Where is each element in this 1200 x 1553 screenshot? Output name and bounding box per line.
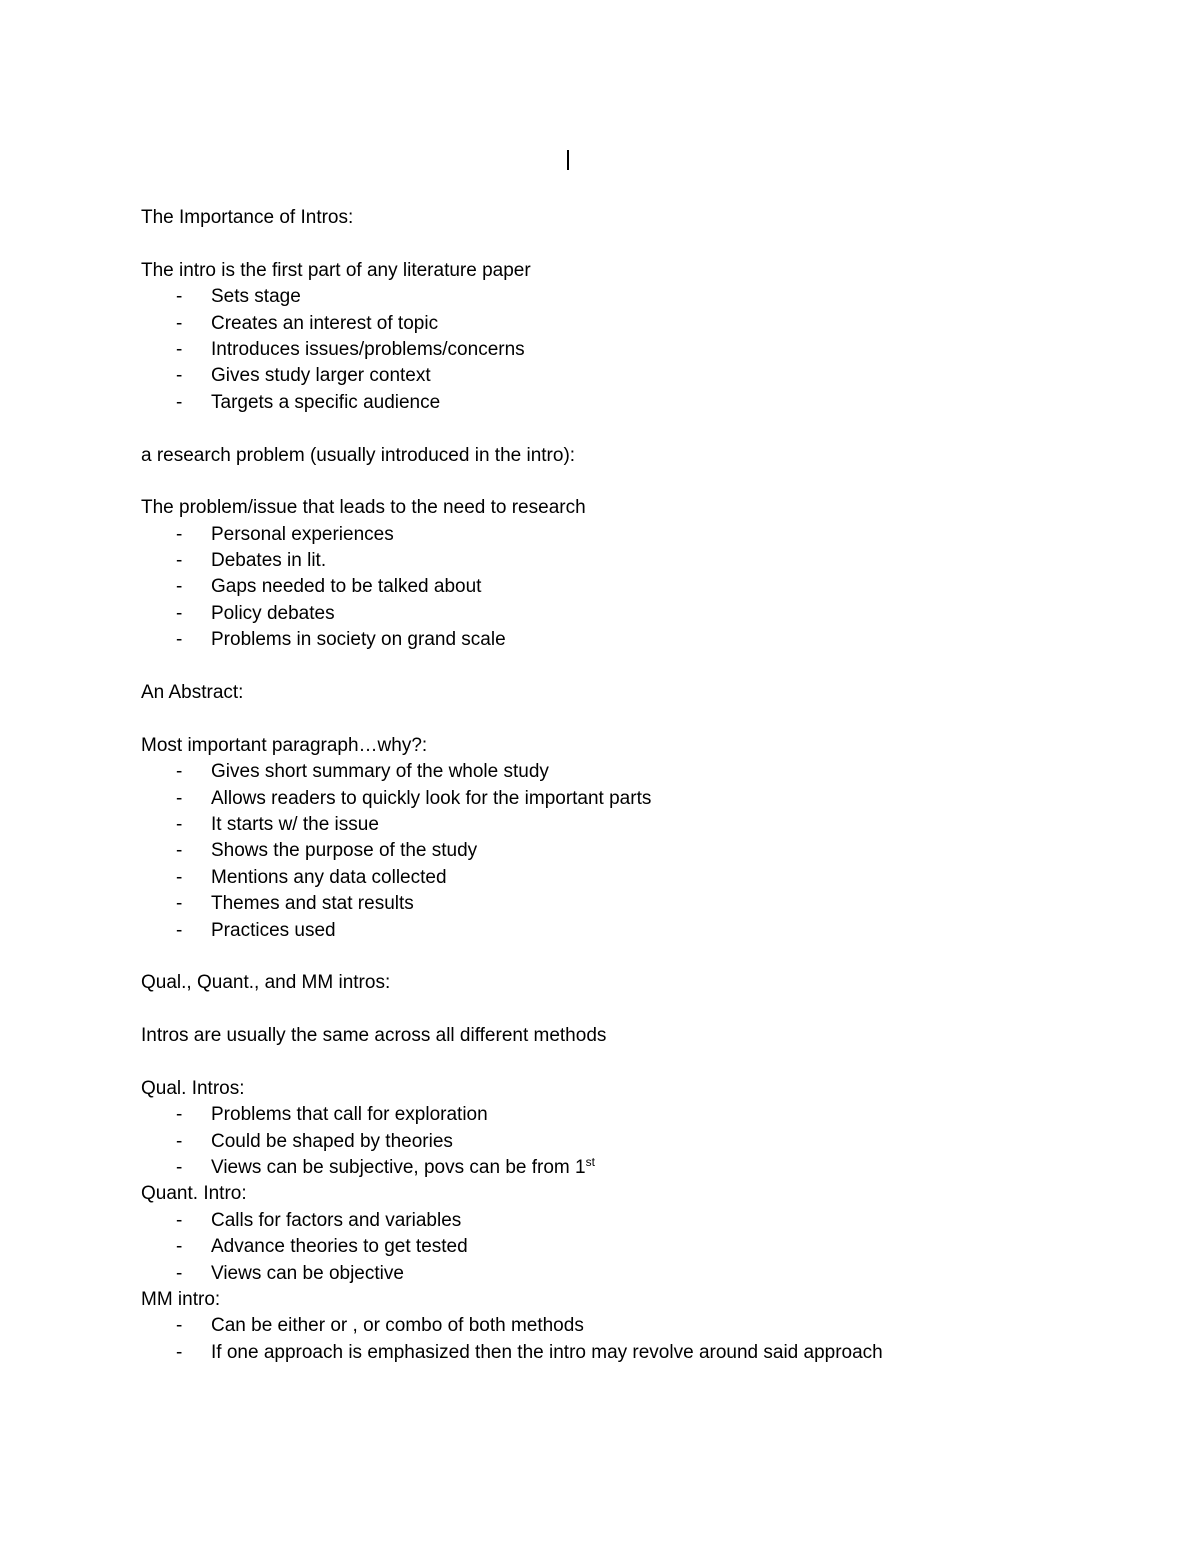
dash-marker: - — [176, 1209, 183, 1231]
dash-marker: - — [176, 1130, 183, 1152]
list-item-text: Could be shaped by theories — [211, 1130, 453, 1152]
list-item — [141, 759, 1041, 785]
list-item — [141, 865, 1041, 891]
list-item — [141, 1155, 1041, 1181]
list-item-text: Shows the purpose of the study — [211, 840, 478, 862]
dash-marker: - — [176, 761, 183, 783]
dash-marker: - — [176, 338, 183, 360]
list-item-text: Debates in lit. — [211, 550, 327, 572]
list-item-text: Views can be objective — [211, 1262, 404, 1284]
dash-marker: - — [176, 1262, 183, 1284]
list-item — [141, 1261, 1041, 1287]
list-item-text: Themes and stat results — [211, 893, 414, 915]
bullet-list — [141, 1313, 1041, 1366]
document-body — [141, 205, 1041, 1366]
list-item — [141, 337, 1041, 363]
list-item-text: Gaps needed to be talked about — [211, 576, 482, 598]
list-item — [141, 1313, 1041, 1339]
list-item-text: Can be either or , or combo of both methods — [211, 1315, 584, 1337]
list-item-text: Problems in society on grand scale — [211, 629, 506, 651]
list-item — [141, 1129, 1041, 1155]
list-item — [141, 838, 1041, 864]
section-heading: a research problem (usually introduced in the intro): — [141, 444, 576, 466]
list-item-text: Practices used — [211, 919, 336, 941]
list-item-text: Policy debates — [211, 602, 335, 624]
dash-marker: - — [176, 840, 183, 862]
dash-marker: - — [176, 1236, 183, 1258]
dash-marker: - — [176, 602, 183, 624]
bullet-list — [141, 759, 1041, 944]
bullet-list — [141, 1102, 1041, 1181]
superscript: st — [585, 1155, 595, 1170]
dash-marker: - — [176, 1315, 183, 1337]
list-item — [141, 1102, 1041, 1128]
dash-marker: - — [176, 893, 183, 915]
list-item-text: Personal experiences — [211, 523, 394, 545]
list-item — [141, 918, 1041, 944]
dash-marker: - — [176, 813, 183, 835]
dash-marker: - — [176, 919, 183, 941]
list-item — [141, 390, 1041, 416]
dash-marker: - — [176, 787, 183, 809]
list-item-text: Creates an interest of topic — [211, 312, 439, 334]
dash-marker: - — [176, 866, 183, 888]
section-heading: Qual., Quant., and MM intros: — [141, 972, 391, 994]
dash-marker: - — [176, 365, 183, 387]
dash-marker: - — [176, 1341, 183, 1363]
list-item — [141, 522, 1041, 548]
list-item-text: Gives short summary of the whole study — [211, 761, 549, 783]
list-item — [141, 363, 1041, 389]
dash-marker: - — [176, 1157, 183, 1179]
list-item-text: It starts w/ the issue — [211, 813, 379, 835]
list-item-text: Allows readers to quickly look for the important parts — [211, 787, 652, 809]
list-item — [141, 574, 1041, 600]
dash-marker: - — [176, 523, 183, 545]
list-item — [141, 1208, 1041, 1234]
list-item-text: Calls for factors and variables — [211, 1209, 462, 1231]
list-item — [141, 891, 1041, 917]
list-item — [141, 627, 1041, 653]
dash-marker: - — [176, 391, 183, 413]
list-item — [141, 548, 1041, 574]
list-item-text: Targets a specific audience — [211, 391, 441, 413]
list-item — [141, 311, 1041, 337]
quant-heading: Quant. Intro: — [141, 1183, 247, 1205]
section-heading: An Abstract: — [141, 682, 244, 704]
list-item-text: Mentions any data collected — [211, 866, 447, 888]
qual-heading: Qual. Intros: — [141, 1077, 245, 1099]
bullet-list — [141, 1208, 1041, 1287]
list-item — [141, 1340, 1041, 1366]
section-intro: The intro is the first part of any literature paper — [141, 259, 531, 281]
section-intro: Intros are usually the same across all different methods — [141, 1025, 607, 1047]
list-item-text: If one approach is emphasized then the intro may revolve around said approach — [211, 1341, 883, 1363]
list-item-text: Introduces issues/problems/concerns — [211, 338, 525, 360]
list-item — [141, 812, 1041, 838]
text-cursor — [567, 150, 569, 170]
list-item-text: Problems that call for exploration — [211, 1104, 488, 1126]
list-item-text: Sets stage — [211, 286, 301, 308]
list-item-text: Gives study larger context — [211, 365, 431, 387]
dash-marker: - — [176, 286, 183, 308]
dash-marker: - — [176, 629, 183, 651]
mm-heading: MM intro: — [141, 1289, 221, 1311]
dash-marker: - — [176, 1104, 183, 1126]
bullet-list — [141, 522, 1041, 654]
list-item — [141, 1234, 1041, 1260]
dash-marker: - — [176, 312, 183, 334]
section-intro: The problem/issue that leads to the need to research — [141, 497, 586, 519]
list-item — [141, 786, 1041, 812]
section-heading: The Importance of Intros: — [141, 207, 354, 228]
bullet-list — [141, 284, 1041, 416]
list-item-text: Advance theories to get tested — [211, 1236, 468, 1258]
dash-marker: - — [176, 550, 183, 572]
list-item — [141, 284, 1041, 310]
list-item — [141, 601, 1041, 627]
list-item-text: Views can be subjective, povs can be from 1 — [211, 1157, 586, 1179]
section-intro: Most important paragraph…why?: — [141, 734, 428, 756]
dash-marker: - — [176, 576, 183, 598]
